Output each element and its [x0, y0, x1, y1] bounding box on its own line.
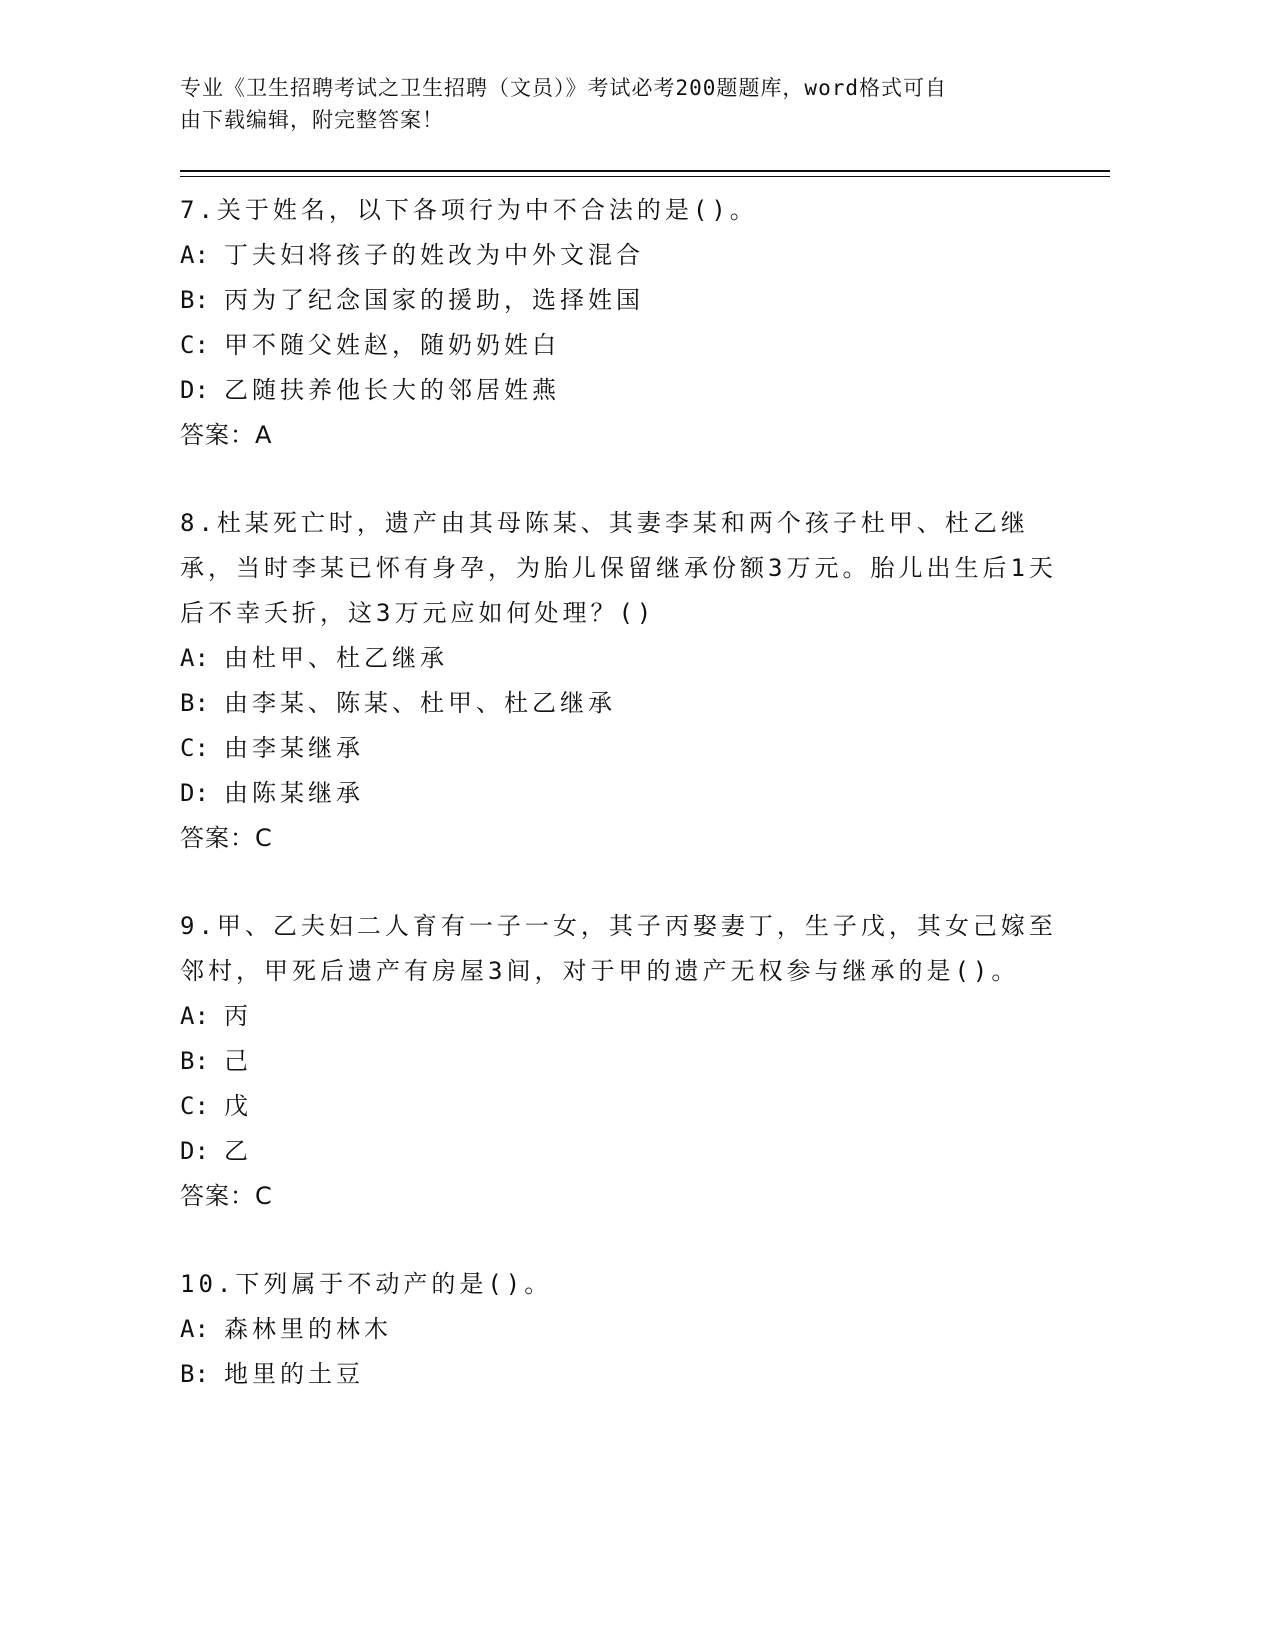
option-key: B:	[180, 1047, 209, 1075]
option-key: A:	[180, 644, 209, 672]
question-8	[180, 501, 1060, 861]
option-text: 由陈某继承	[224, 779, 364, 807]
option-text: 地里的土豆	[224, 1360, 364, 1388]
option-key: B:	[180, 689, 209, 717]
option-b	[180, 1352, 1060, 1397]
option-key: C:	[180, 734, 209, 762]
option-text: 乙	[224, 1137, 252, 1165]
option-key: A:	[180, 1315, 209, 1343]
option-c	[180, 323, 1060, 368]
header-divider-thick	[180, 170, 1110, 172]
document-header	[180, 72, 1080, 136]
option-d	[180, 771, 1060, 816]
option-text: 乙随扶养他长大的邻居姓燕	[224, 376, 560, 404]
option-text: 由李某、陈某、杜甲、杜乙继承	[224, 689, 616, 717]
option-c	[180, 1084, 1060, 1129]
option-a	[180, 994, 1060, 1039]
option-key: D:	[180, 779, 209, 807]
option-key: C:	[180, 331, 209, 359]
option-text: 甲不随父姓赵，随奶奶姓白	[224, 331, 560, 359]
question-stem: 9.甲、乙夫妇二人育有一子一女，其子丙娶妻丁，生子戊，其女己嫁至邻村，甲死后遗产有房屋3间，对于甲的遗产无权参与继承的是()。	[180, 912, 1057, 985]
option-a	[180, 636, 1060, 681]
question-stem: 7.关于姓名，以下各项行为中不合法的是()。	[180, 196, 758, 224]
option-text: 丙	[224, 1002, 252, 1030]
option-text: 由杜甲、杜乙继承	[224, 644, 448, 672]
option-c	[180, 726, 1060, 771]
option-key: A:	[180, 1002, 209, 1030]
answer-line: 答案：A	[180, 421, 273, 449]
option-key: A:	[180, 241, 209, 269]
option-key: D:	[180, 376, 209, 404]
option-key: C:	[180, 1092, 209, 1120]
header-line-2: 由下载编辑，附完整答案！	[180, 108, 444, 132]
option-b	[180, 681, 1060, 726]
option-key: B:	[180, 286, 209, 314]
question-stem: 8.杜某死亡时，遗产由其母陈某、其妻李某和两个孩子杜甲、杜乙继承，当时李某已怀有身孕，为胎儿保留继承份额3万元。胎儿出生后1天后不幸夭折，这3万元应如何处理？()	[180, 509, 1057, 627]
option-d	[180, 1129, 1060, 1174]
option-text: 丁夫妇将孩子的姓改为中外文混合	[224, 241, 644, 269]
option-text: 己	[224, 1047, 252, 1075]
option-key: D:	[180, 1137, 209, 1165]
question-list	[180, 188, 1060, 1440]
option-text: 由李某继承	[224, 734, 364, 762]
question-9	[180, 904, 1060, 1219]
question-stem: 10.下列属于不动产的是()。	[180, 1270, 553, 1298]
option-a	[180, 1307, 1060, 1352]
header-divider-thin	[180, 176, 1110, 177]
option-b	[180, 278, 1060, 323]
option-d	[180, 368, 1060, 413]
option-text: 森林里的林木	[224, 1315, 392, 1343]
option-a	[180, 233, 1060, 278]
option-key: B:	[180, 1360, 209, 1388]
question-10	[180, 1262, 1060, 1397]
header-line-1: 专业《卫生招聘考试之卫生招聘（文员）》考试必考200题题库，word格式可自	[180, 76, 947, 100]
answer-line: 答案：C	[180, 824, 273, 852]
answer-line: 答案：C	[180, 1182, 273, 1210]
question-7	[180, 188, 1060, 458]
option-text: 丙为了纪念国家的援助，选择姓国	[224, 286, 644, 314]
option-text: 戊	[224, 1092, 252, 1120]
option-b	[180, 1039, 1060, 1084]
